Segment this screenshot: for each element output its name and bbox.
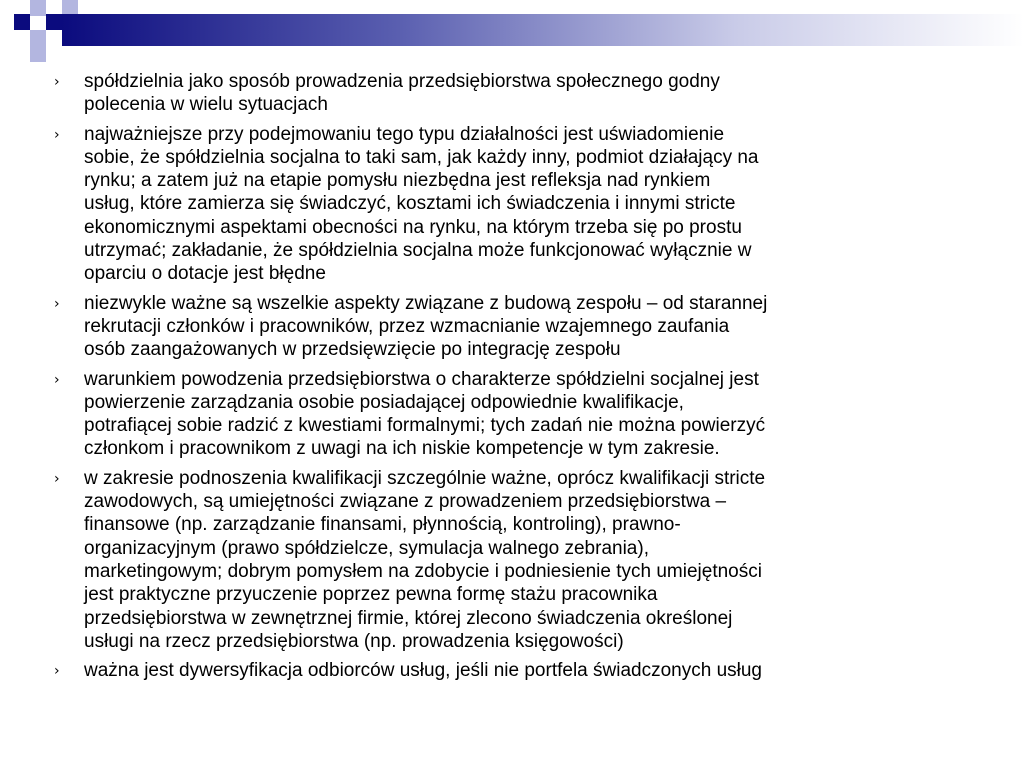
list-item [52, 659, 972, 682]
bullet-text: w zakresie podnoszenia kwalifikacji szczególnie ważne, oprócz kwalifikacji stricte zawodowych, są umiejętności związane z prowadzeniem przedsiębiorstwa – finansowe (np. zarządzanie finansami, płynnością, kontroling), prawno- organizacyjnym (prawo spółdzielcze, symulacja walnego zebrania), marketingowym; dobrym pomysłem na zdobycie i podniesienie tych umiejętności jest praktyczne przyuczenie poprzez pewna formę stażu pracownika przedsiębiorstwa w zewnętrznej firmie, której zlecono świadczenia określonej usługi na rzecz przedsiębiorstwa (np. prowadzenia księgowości) [84, 467, 766, 652]
header-decoration [0, 0, 1024, 70]
deco-square-dark [14, 14, 30, 30]
arrow-bullet-icon: › [54, 74, 60, 90]
list-item [52, 70, 972, 117]
arrow-bullet-icon: › [54, 663, 60, 680]
header-gradient-bar [62, 14, 1024, 46]
arrow-bullet-icon: › [54, 126, 60, 143]
deco-square-light [30, 30, 46, 46]
bullet-text: najważniejsze przy podejmowaniu tego typu działalności jest uświadomienie sobie, że spółdzielnia socjalna to taki sam, jak każdy inny, podmiot działający na rynku; a zatem już na etapie pomysłu niezbędna jest refleksja nad rynkiem usług, które zamierza się świadczyć, kosztami ich świadczenia i innymi stricte ekonomicznymi aspektami obecności na rynku, na którym trzeba się po prostu utrzymać; zakładanie, że spółdzielnia socjalna może funkcjonować wyłącznie w oparciu o dotacje jest błędne [84, 123, 759, 285]
deco-square-light [30, 46, 46, 62]
arrow-bullet-icon: › [54, 295, 60, 312]
arrow-bullet-icon: › [54, 371, 60, 388]
bullet-text: ważna jest dywersyfikacja odbiorców usług, jeśli nie portfela świadczonych usług [84, 660, 762, 682]
list-item [52, 292, 972, 362]
bullet-text: warunkiem powodzenia przedsiębiorstwa o charakterze spółdzielni socjalnej jest powierzenie zarządzania osobie posiadającej odpowiednie kwalifikacje, potrafiącej sobie radzić z kwestiami formalnymi; tych zadań nie można powierzyć członkom i pracownikom z uwagi na ich niskie kompetencje w tym zakresie. [84, 368, 766, 460]
deco-square-light [30, 0, 46, 16]
deco-square-dark [46, 14, 62, 30]
bullet-text: niezwykle ważne są wszelkie aspekty związane z budową zespołu – od starannej rekrutacji członków i pracowników, przez wzmacnianie wzajemnego zaufania osób zaangażowanych w przedsięwzięcie po integrację zespołu [84, 292, 768, 361]
arrow-bullet-icon: › [54, 470, 60, 487]
slide-content [52, 70, 972, 688]
list-item [52, 467, 972, 653]
bullet-text: spółdzielnia jako sposób prowadzenia przedsiębiorstwa społecznego godny polecenia w wielu sytuacjach [84, 71, 720, 116]
list-item [52, 123, 972, 286]
bullet-list [52, 70, 972, 682]
list-item [52, 368, 972, 461]
